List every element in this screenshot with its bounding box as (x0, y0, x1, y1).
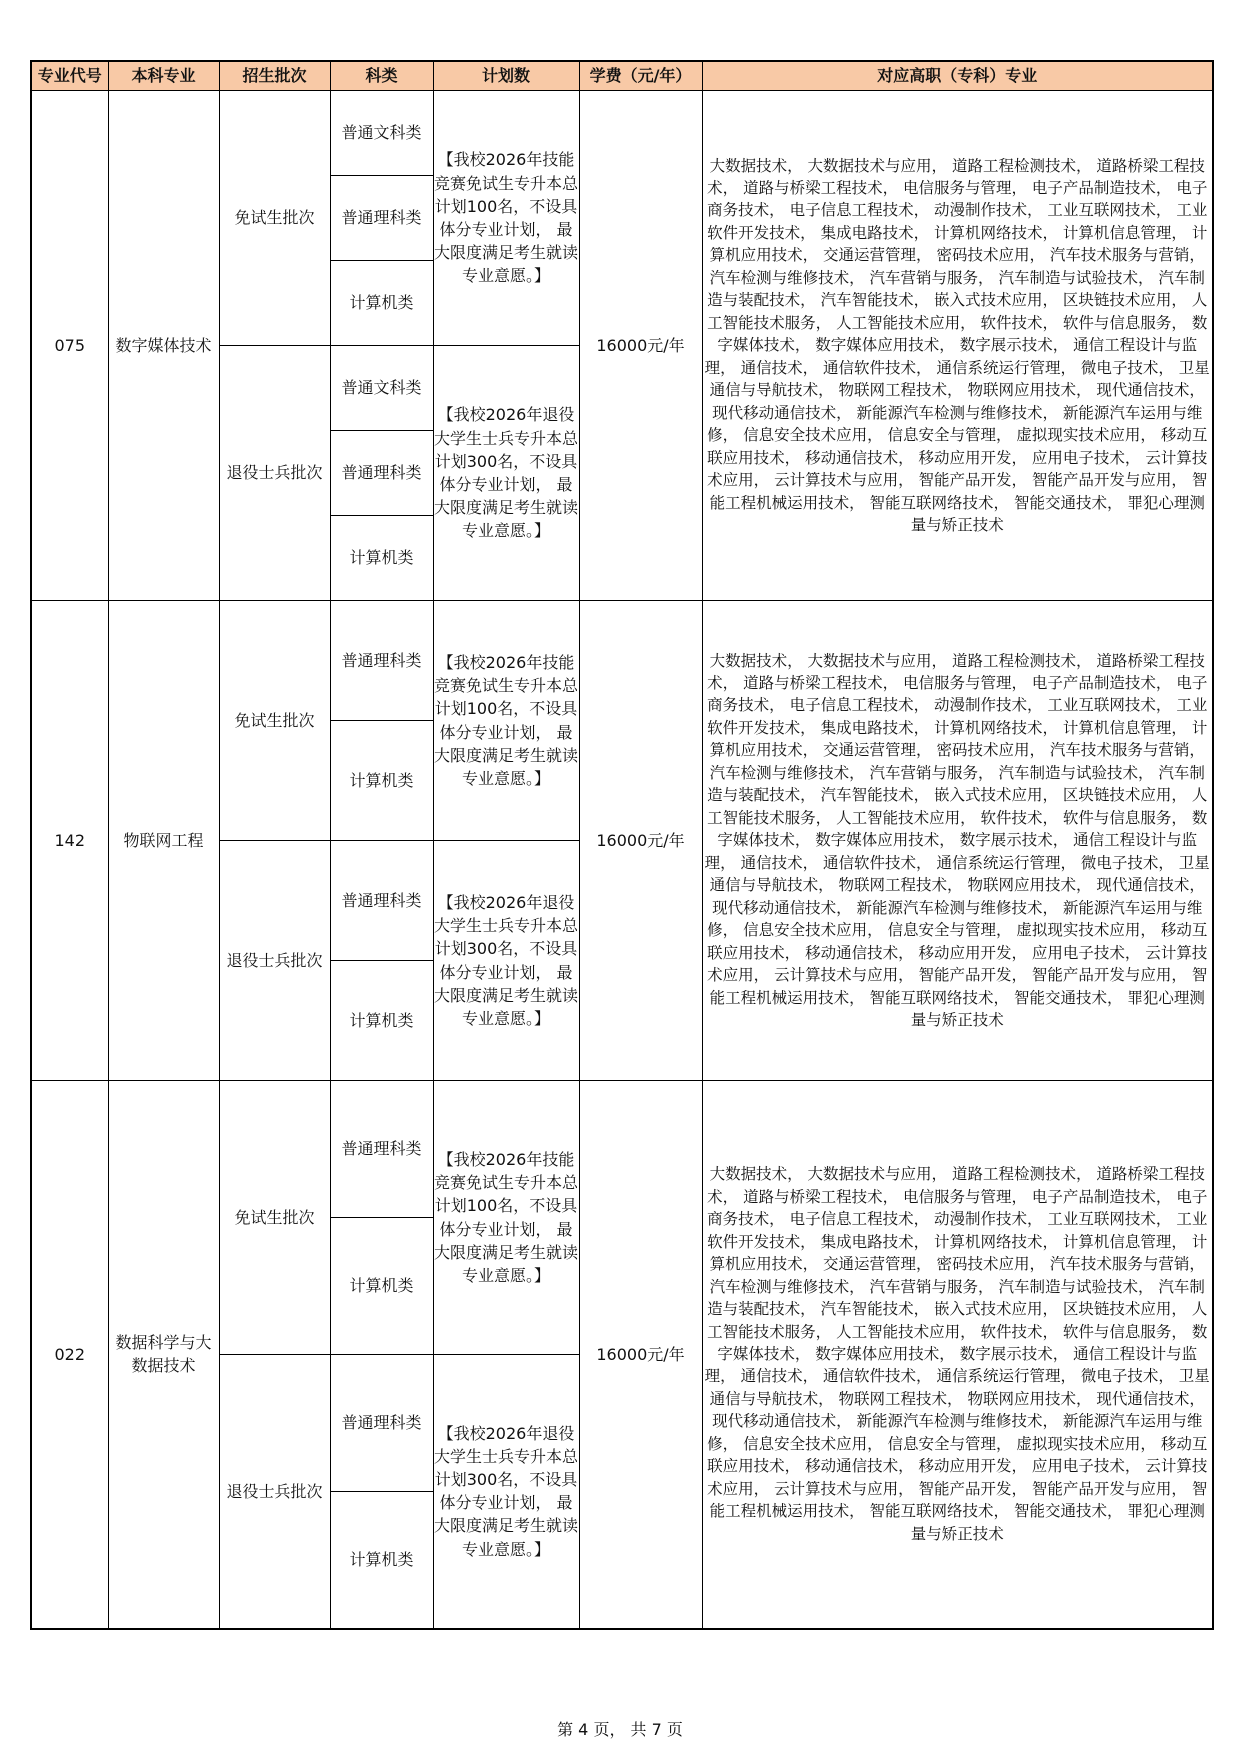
category-cell: 普通理科类 (330, 1081, 433, 1218)
major-code: 022 (31, 1081, 108, 1629)
header-code: 专业代号 (31, 61, 108, 91)
plan-cell: 【我校2026年退役大学生士兵专升本总计划300名，不设具体分专业计划， 最大限度满足考生就读专业意愿。】 (433, 1355, 579, 1629)
plan-cell: 【我校2026年技能竞赛免试生专升本总计划100名，不设具体分专业计划， 最大限度满足考生就读专业意愿。】 (433, 91, 579, 346)
header-related-majors: 对应高职（专科）专业 (702, 61, 1213, 91)
header-row (31, 61, 1213, 91)
header-category: 科类 (330, 61, 433, 91)
category-cell: 普通理科类 (330, 431, 433, 516)
header-undergrad-major: 本科专业 (108, 61, 219, 91)
related-majors-cell: 大数据技术， 大数据技术与应用， 道路工程检测技术， 道路桥梁工程技术， 道路与桥梁工程技术， 电信服务与管理， 电子产品制造技术， 电子商务技术， 电子信息工程技术， 动漫制作技术， 工业互联网技术， 工业软件开发技术， 集成电路技术， 计算机网络技术， 计算机信息管理， 计算机应用技术， 交通运营管理， 密码技术应用， 汽车技术服务与营销， 汽车检测与维修技术， 汽车营销与服务， 汽车制造与试验技术， 汽车制造与装配技术， 汽车智能技术， 嵌入式技术应用， 区块链技术应用， 人工智能技术服务， 人工智能技术应用， 软件技术， 软件与信息服务， 数字媒体技术， 数字媒体应用技术， 数字展示技术， 通信工程设计与监理， 通信技术， 通信软件技术， 通信系统运行管理， 微电子技术， 卫星通信与导航技术， 物联网工程技术， 物联网应用技术， 现代通信技术， 现代移动通信技术， 新能源汽车检测与维修技术， 新能源汽车运用与维修， 信息安全技术应用， 信息安全与管理， 虚拟现实技术应用， 移动互联应用技术， 移动通信技术， 移动应用开发， 应用电子技术， 云计算技术应用， 云计算技术与应用， 智能产品开发， 智能产品开发与应用， 智能工程机械运用技术， 智能互联网络技术， 智能交通技术， 罪犯心理测量与矫正技术 (702, 91, 1213, 601)
category-cell: 计算机类 (330, 721, 433, 841)
table-row (31, 1081, 1213, 1218)
table-row (31, 601, 1213, 721)
table-row (31, 91, 1213, 176)
category-cell: 计算机类 (330, 516, 433, 601)
plan-cell: 【我校2026年技能竞赛免试生专升本总计划100名，不设具体分专业计划， 最大限度满足考生就读专业意愿。】 (433, 601, 579, 841)
batch-name: 退役士兵批次 (219, 346, 330, 601)
category-cell: 计算机类 (330, 261, 433, 346)
batch-name: 免试生批次 (219, 91, 330, 346)
fee-cell: 16000元/年 (579, 601, 702, 1081)
enrollment-table (30, 60, 1214, 1630)
plan-cell: 【我校2026年技能竞赛免试生专升本总计划100名，不设具体分专业计划， 最大限度满足考生就读专业意愿。】 (433, 1081, 579, 1355)
batch-name: 退役士兵批次 (219, 1355, 330, 1629)
batch-name: 免试生批次 (219, 1081, 330, 1355)
plan-cell: 【我校2026年退役大学生士兵专升本总计划300名，不设具体分专业计划， 最大限度满足考生就读专业意愿。】 (433, 841, 579, 1081)
major-code: 075 (31, 91, 108, 601)
header-plan: 计划数 (433, 61, 579, 91)
related-majors-cell: 大数据技术， 大数据技术与应用， 道路工程检测技术， 道路桥梁工程技术， 道路与桥梁工程技术， 电信服务与管理， 电子产品制造技术， 电子商务技术， 电子信息工程技术， 动漫制作技术， 工业互联网技术， 工业软件开发技术， 集成电路技术， 计算机网络技术， 计算机信息管理， 计算机应用技术， 交通运营管理， 密码技术应用， 汽车技术服务与营销， 汽车检测与维修技术， 汽车营销与服务， 汽车制造与试验技术， 汽车制造与装配技术， 汽车智能技术， 嵌入式技术应用， 区块链技术应用， 人工智能技术服务， 人工智能技术应用， 软件技术， 软件与信息服务， 数字媒体技术， 数字媒体应用技术， 数字展示技术， 通信工程设计与监理， 通信技术， 通信软件技术， 通信系统运行管理， 微电子技术， 卫星通信与导航技术， 物联网工程技术， 物联网应用技术， 现代通信技术， 现代移动通信技术， 新能源汽车检测与维修技术， 新能源汽车运用与维修， 信息安全技术应用， 信息安全与管理， 虚拟现实技术应用， 移动互联应用技术， 移动通信技术， 移动应用开发， 应用电子技术， 云计算技术应用， 云计算技术与应用， 智能产品开发， 智能产品开发与应用， 智能工程机械运用技术， 智能互联网络技术， 智能交通技术， 罪犯心理测量与矫正技术 (702, 1081, 1213, 1629)
header-batch: 招生批次 (219, 61, 330, 91)
category-cell: 普通理科类 (330, 176, 433, 261)
plan-cell: 【我校2026年退役大学生士兵专升本总计划300名，不设具体分专业计划， 最大限度满足考生就读专业意愿。】 (433, 346, 579, 601)
batch-name: 免试生批次 (219, 601, 330, 841)
category-cell: 计算机类 (330, 1218, 433, 1355)
major-name: 物联网工程 (108, 601, 219, 1081)
category-cell: 普通理科类 (330, 601, 433, 721)
page-number: 第 4 页， 共 7 页 (557, 1720, 683, 1739)
category-cell: 普通文科类 (330, 91, 433, 176)
header-fee: 学费（元/年） (579, 61, 702, 91)
category-cell: 普通理科类 (330, 841, 433, 961)
category-cell: 普通理科类 (330, 1355, 433, 1492)
major-code: 142 (31, 601, 108, 1081)
category-cell: 计算机类 (330, 961, 433, 1081)
category-cell: 计算机类 (330, 1492, 433, 1629)
batch-name: 退役士兵批次 (219, 841, 330, 1081)
major-name: 数据科学与大数据技术 (108, 1081, 219, 1629)
related-majors-cell: 大数据技术， 大数据技术与应用， 道路工程检测技术， 道路桥梁工程技术， 道路与桥梁工程技术， 电信服务与管理， 电子产品制造技术， 电子商务技术， 电子信息工程技术， 动漫制作技术， 工业互联网技术， 工业软件开发技术， 集成电路技术， 计算机网络技术， 计算机信息管理， 计算机应用技术， 交通运营管理， 密码技术应用， 汽车技术服务与营销， 汽车检测与维修技术， 汽车营销与服务， 汽车制造与试验技术， 汽车制造与装配技术， 汽车智能技术， 嵌入式技术应用， 区块链技术应用， 人工智能技术服务， 人工智能技术应用， 软件技术， 软件与信息服务， 数字媒体技术， 数字媒体应用技术， 数字展示技术， 通信工程设计与监理， 通信技术， 通信软件技术， 通信系统运行管理， 微电子技术， 卫星通信与导航技术， 物联网工程技术， 物联网应用技术， 现代通信技术， 现代移动通信技术， 新能源汽车检测与维修技术， 新能源汽车运用与维修， 信息安全技术应用， 信息安全与管理， 虚拟现实技术应用， 移动互联应用技术， 移动通信技术， 移动应用开发， 应用电子技术， 云计算技术应用， 云计算技术与应用， 智能产品开发， 智能产品开发与应用， 智能工程机械运用技术， 智能互联网络技术， 智能交通技术， 罪犯心理测量与矫正技术 (702, 601, 1213, 1081)
fee-cell: 16000元/年 (579, 1081, 702, 1629)
major-name: 数字媒体技术 (108, 91, 219, 601)
fee-cell: 16000元/年 (579, 91, 702, 601)
category-cell: 普通文科类 (330, 346, 433, 431)
